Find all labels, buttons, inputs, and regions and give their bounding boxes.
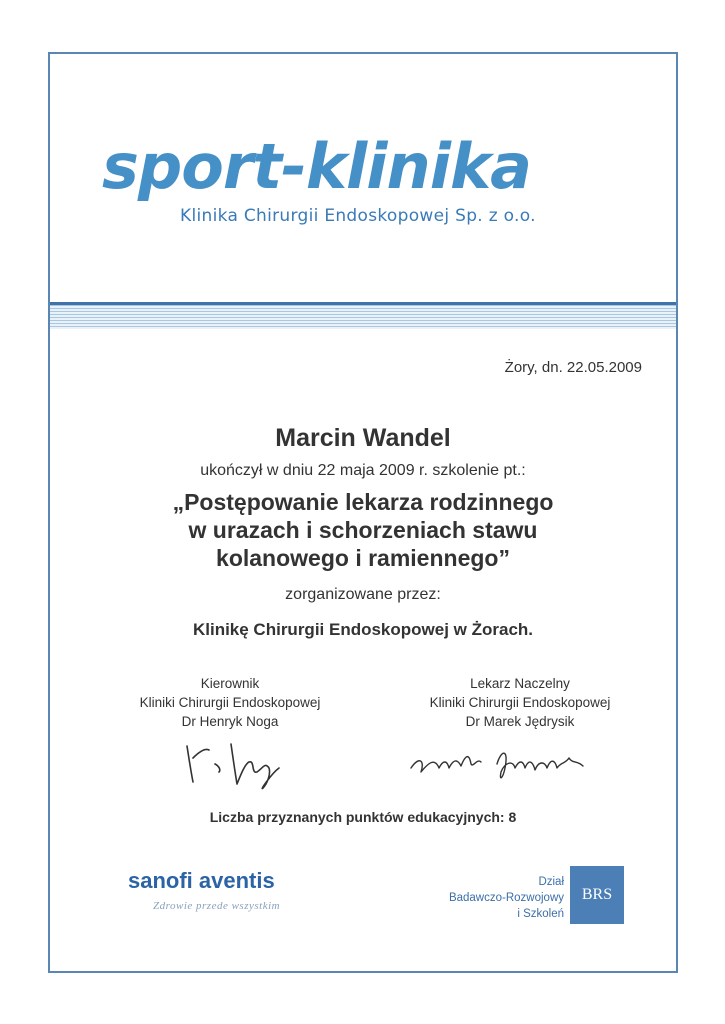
course-title [50,488,676,572]
course-title-line: „Postępowanie lekarza rodzinnego [172,489,554,515]
signature-block-left [110,674,350,731]
department-line: i Szkoleń [517,908,564,920]
signer-role: Kierownik [200,676,260,691]
course-title-line: w urazach i schorzeniach stawu [188,517,538,543]
education-points: Liczba przyznanych punktów edukacyjnych: 8 [209,809,517,825]
brs-badge: BRS [570,866,624,924]
sponsor-logo: sanofi aventis [128,868,275,893]
clinic-subtitle: Klinika Chirurgii Endoskopowej Sp. z o.o. [180,206,536,226]
department-label [420,874,564,922]
signature-block-right [390,674,650,731]
sponsor-tagline: Zdrowie przede wszystkim [153,900,281,912]
clinic-logo: sport-klinika [102,130,532,203]
signer-role: Lekarz Naczelny [470,676,570,691]
organized-by-label: zorganizowane przez: [285,586,441,603]
handwritten-signature-left [175,734,295,794]
handwritten-signature-right [405,738,605,788]
department-line: Badawczo-Rozwojowy [448,892,564,904]
course-title-line: kolanowego i ramiennego” [216,545,510,571]
document-date: Żory, dn. 22.05.2009 [504,359,642,376]
signer-name: Dr Marek Jędrysik [465,714,575,729]
organizer-name: Klinikę Chirurgii Endoskopowej w Żorach. [192,620,534,639]
signer-unit: Kliniki Chirurgii Endoskopowej [429,695,611,710]
certificate-frame [48,52,678,973]
signer-unit: Kliniki Chirurgii Endoskopowej [139,695,321,710]
header-band [50,302,676,329]
letterhead [50,54,676,304]
completion-statement: ukończył w dniu 22 maja 2009 r. szkolenie pt.: [200,462,526,479]
signer-name: Dr Henryk Noga [181,714,279,729]
department-line: Dział [538,876,564,888]
recipient-name: Marcin Wandel [275,424,451,452]
